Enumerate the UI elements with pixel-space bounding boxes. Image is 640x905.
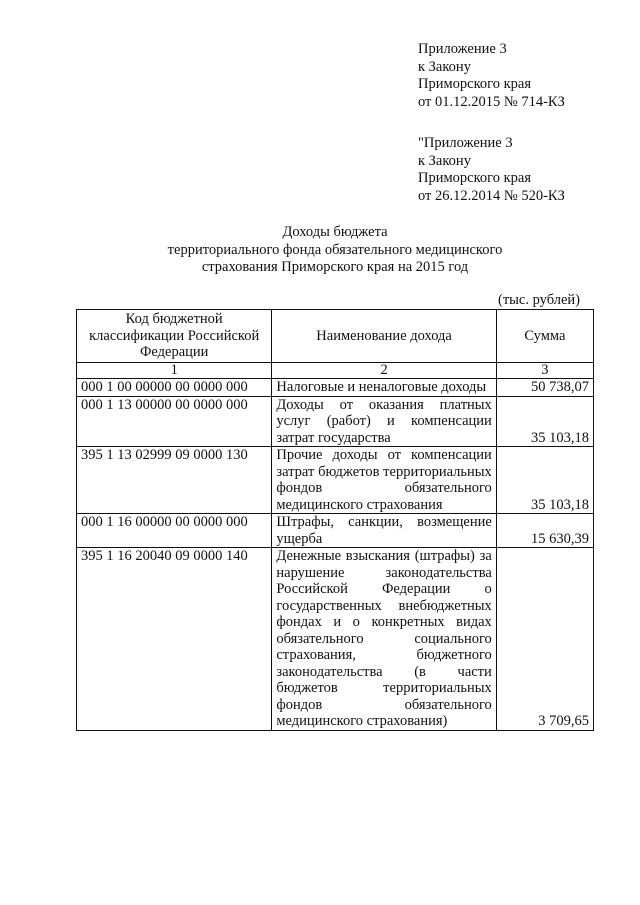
row-name: Денежные взыскания (штрафы) за нарушение законодательства Российской Федерации о государственных внебюджетных фондах и о конкретных видах обязательного социального страхования, бюджетного законодательства (в части бюджетов территориальных фондов обязательного медицинского страхования): [272, 548, 496, 731]
header-name: Наименование дохода: [272, 310, 496, 363]
column-number: 2: [272, 363, 496, 379]
appendix-new-reference: [418, 41, 565, 111]
row-name: Штрафы, санкции, возмещение ущерба: [272, 514, 496, 548]
row-sum: 15 630,39: [496, 514, 593, 548]
row-code: 395 1 13 02999 09 0000 130: [77, 447, 272, 514]
column-number-row: [77, 363, 594, 379]
title-line: территориального фонда обязательного медицинского: [167, 241, 503, 258]
row-name: Доходы от оказания платных услуг (работ) и компенсации затрат государства: [272, 396, 496, 447]
table-header-row: [77, 310, 594, 363]
header-sum: Сумма: [496, 310, 593, 363]
title-line: Доходы бюджета: [282, 224, 388, 240]
column-number: 1: [77, 363, 272, 379]
row-code: 000 1 16 00000 00 0000 000: [77, 514, 272, 548]
appendix-line: "Приложение 3: [418, 135, 513, 151]
appendix-line: Приморского края: [418, 76, 532, 92]
table-row: [77, 548, 594, 731]
column-number: 3: [496, 363, 593, 379]
row-sum: 35 103,18: [496, 447, 593, 514]
table-row: [77, 379, 594, 397]
header-code: Код бюджетной классификации Российской Федерации: [77, 310, 272, 363]
row-sum: 50 738,07: [496, 379, 593, 397]
appendix-line: к Закону: [418, 58, 471, 75]
row-name: Прочие доходы от компенсации затрат бюджетов территориальных фондов обязательного медицинского страхования: [272, 447, 496, 514]
row-code: 000 1 00 00000 00 0000 000: [77, 379, 272, 397]
table-row: [77, 514, 594, 548]
row-code: 000 1 13 00000 00 0000 000: [77, 396, 272, 447]
row-sum: 3 709,65: [496, 548, 593, 731]
income-table: [76, 309, 594, 731]
appendix-line: от 01.12.2015 № 714-КЗ: [418, 93, 565, 110]
units-note: (тыс. рублей): [498, 292, 580, 308]
table-row: [77, 447, 594, 514]
document-title: [80, 224, 590, 277]
table-row: [77, 396, 594, 447]
appendix-line: Приморского края: [418, 170, 532, 186]
appendix-line: от 26.12.2014 № 520-КЗ: [418, 187, 565, 204]
row-code: 395 1 16 20040 09 0000 140: [77, 548, 272, 731]
appendix-line: Приложение 3: [418, 41, 507, 57]
title-line: страхования Приморского края на 2015 год: [201, 259, 469, 275]
row-sum: 35 103,18: [496, 396, 593, 447]
appendix-old-reference: [418, 135, 565, 205]
row-name: Налоговые и неналоговые доходы: [272, 379, 496, 397]
appendix-line: к Закону: [418, 152, 471, 169]
